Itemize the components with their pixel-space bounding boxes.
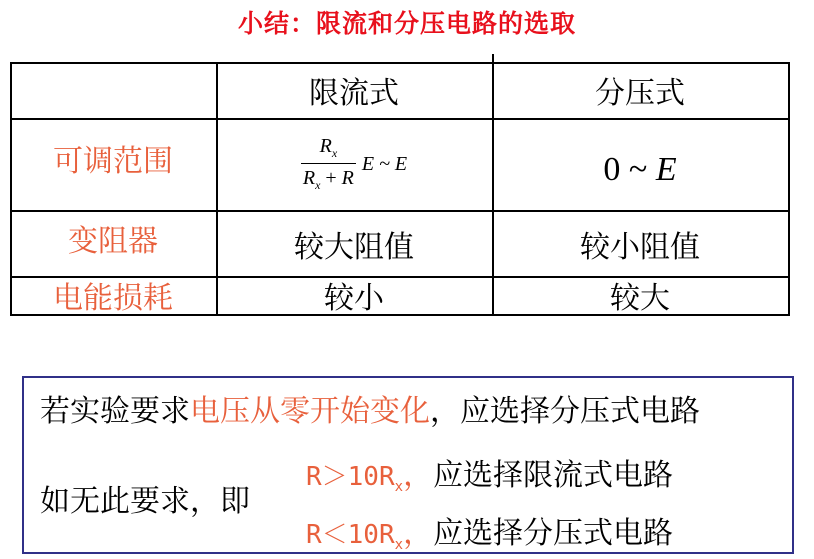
row-label-loss: 电能损耗 (53, 281, 173, 316)
range-formula (301, 135, 407, 193)
range-fenya: 0 ~ E (603, 151, 677, 188)
header-xianliu: 限流式 (309, 76, 399, 111)
summary-box (22, 376, 794, 554)
condition-divider-lhs: $R<10R_x$ (306, 520, 404, 554)
fraction-denominator: $R_x + R$ (301, 163, 356, 193)
page-title: 小结：限流和分压电路的选取 (237, 9, 576, 38)
rule-line-1: 若实验要求电压从零开始变化，应选择分压式电路 (40, 394, 700, 429)
condition-limit-lhs: $R>10R_x$ (306, 462, 404, 496)
condition-limit: $R>10R_x$，应选择限流式电路 (306, 458, 674, 496)
loss-fenya: 较大 (610, 281, 670, 316)
rheostat-fenya: 较小阻值 (580, 230, 700, 265)
row-label-rheostat: 变阻器 (68, 224, 158, 259)
comparison-table (10, 62, 790, 316)
range-xianliu (216, 118, 492, 210)
highlight-text: 电压从零开始变化 (190, 394, 430, 429)
rheostat-xianliu: 较大阻值 (294, 230, 414, 265)
range-tail: E ~ E (361, 152, 408, 175)
row-label-range: 可调范围 (53, 144, 173, 179)
fraction-numerator: $R_x$ (319, 135, 338, 160)
table-rule (788, 62, 790, 316)
header-empty (10, 62, 216, 118)
range-fraction (301, 135, 356, 193)
condition-divider: $R<10R_x$，应选择分压式电路 (306, 516, 674, 554)
loss-xianliu: 较小 (324, 281, 384, 316)
rule-line-2-intro: 如无此要求，即 (40, 484, 250, 519)
header-fenya: 分压式 (595, 76, 685, 111)
